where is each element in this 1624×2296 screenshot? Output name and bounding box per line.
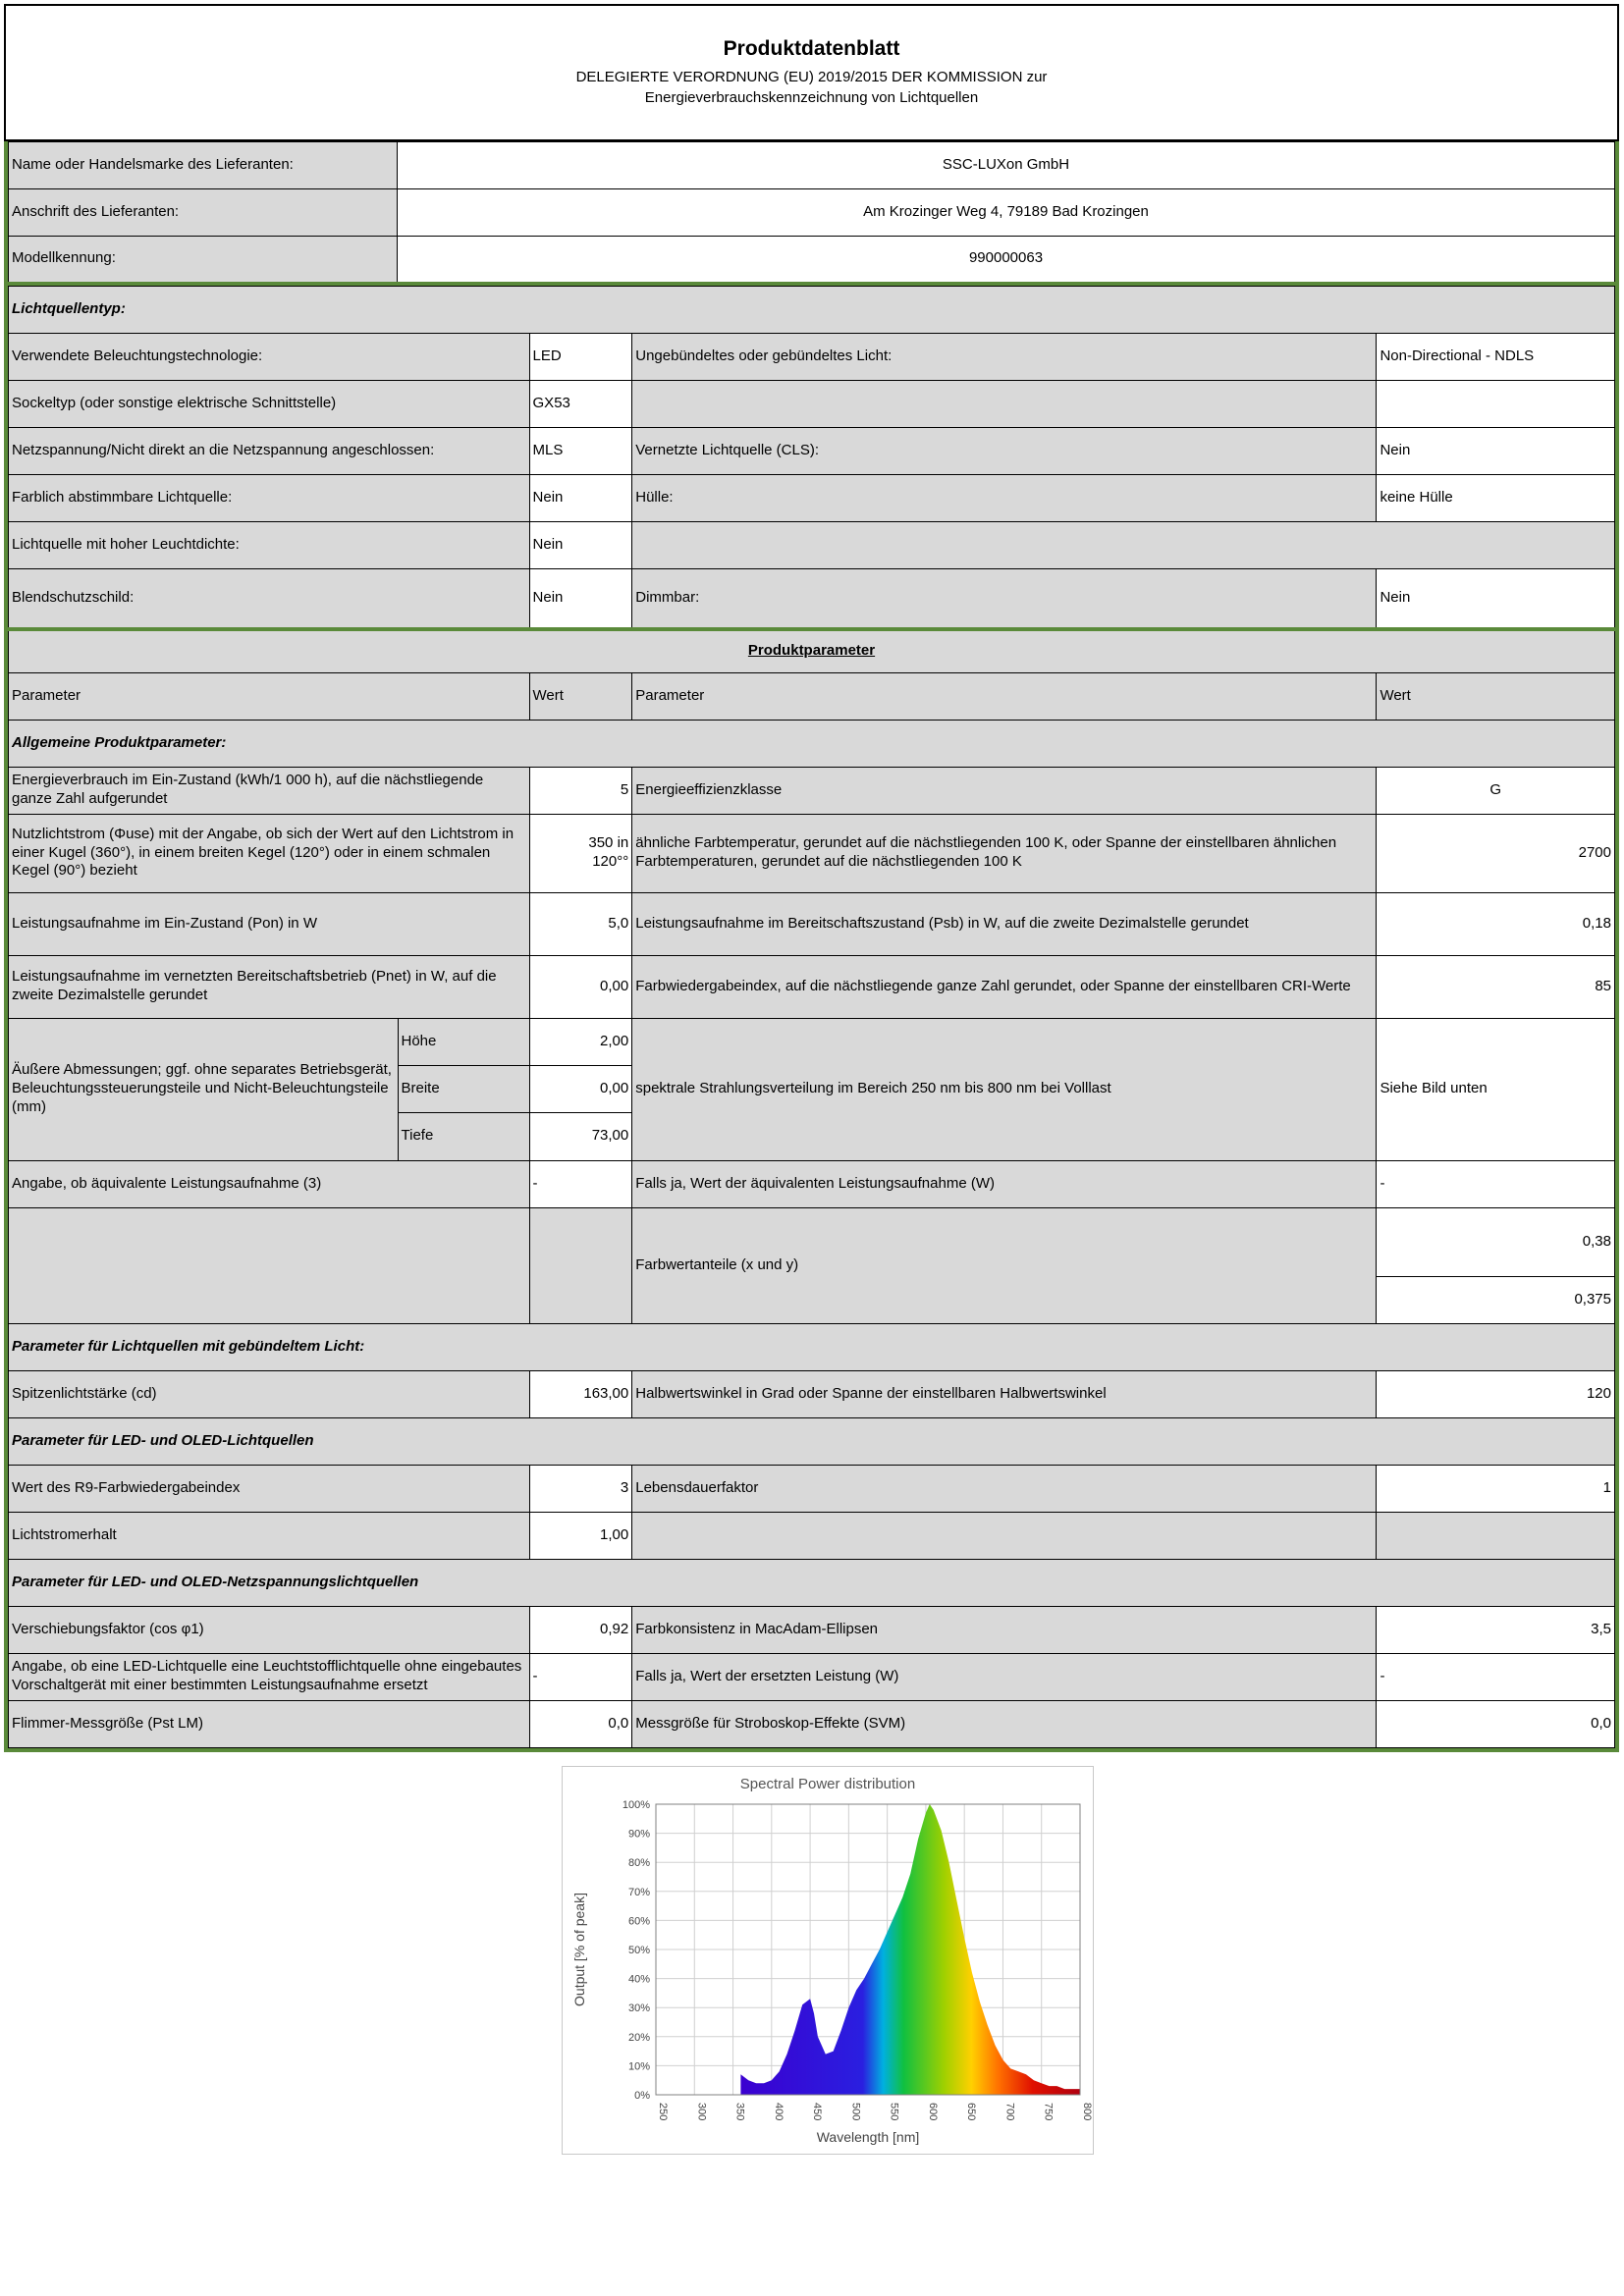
macadam-label: Farbkonsistenz in MacAdam-Ellipsen [632,1606,1377,1653]
y-tick-label: 20% [627,2031,650,2044]
datasheet-table-frame [4,141,1619,1752]
title-box [4,4,1619,141]
flux-value-line2: 120°° [592,853,629,870]
pnet-label: Leistungsaufnahme im vernetzten Bereitschaftsbetrieb (Pnet) in W, auf die zweite Dezimalstelle gerundet [9,955,530,1018]
y-tick-label: 30% [627,2002,650,2015]
col-wert-1: Wert [529,672,632,720]
peak-value: 163,00 [529,1370,632,1417]
supplier-table [8,141,1615,286]
y-tick-label: 100% [622,1799,650,1811]
section-directional: Parameter für Lichtquellen mit gebündeltem Licht: [9,1323,1615,1370]
directional-label: Ungebündeltes oder gebündeltes Licht: [632,333,1377,380]
cls-label: Vernetzte Lichtquelle (CLS): [632,427,1377,474]
envelope-value: keine Hülle [1377,474,1615,521]
spectral-chart-svg [563,1767,1093,2154]
mains-value: MLS [529,427,632,474]
technology-label: Verwendete Beleuchtungstechnologie: [9,333,530,380]
life-value: 1 [1377,1465,1615,1512]
x-tick-label: 300 [695,2103,708,2121]
replace-w-value: - [1377,1653,1615,1700]
section-lichtquellentyp: Lichtquellentyp: [9,286,1615,333]
hld-label: Lichtquelle mit hoher Leuchtdichte: [9,521,530,568]
beam-label: Halbwertswinkel in Grad oder Spanne der einstellbaren Halbwertswinkel [632,1370,1377,1417]
page-subtitle-2: Energieverbrauchskennzeichnung von Lichtquellen [644,89,979,106]
section-general: Allgemeine Produktparameter: [9,720,1615,767]
cri-label: Farbwiedergabeindex, auf die nächstliegende ganze Zahl gerundet, oder Spanne der einstellbaren CRI-Werte [632,955,1377,1018]
height-value: 2,00 [529,1018,632,1065]
glare-label: Blendschutzschild: [9,568,530,629]
page-title: Produktdatenblatt [723,37,900,60]
main-table [8,286,1615,1748]
y-tick-label: 40% [627,1973,650,1986]
maint-empty-label [632,1512,1377,1559]
equiv-label: Angabe, ob äquivalente Leistungsaufnahme (3) [9,1160,530,1207]
supplier-address-label: Anschrift des Lieferanten: [9,189,398,237]
pon-value: 5,0 [529,892,632,955]
height-label: Höhe [398,1019,529,1066]
flux-value [529,814,632,892]
xy-empty-label [9,1207,530,1323]
psb-label: Leistungsaufnahme im Bereitschaftszustand (Psb) in W, auf die zweite Dezimalstelle gerundet [632,892,1377,955]
r9-value: 3 [529,1465,632,1512]
beam-value: 120 [1377,1370,1615,1417]
model-value: 990000063 [398,237,1615,284]
col-parameter-2: Parameter [632,672,1377,720]
pon-label: Leistungsaufnahme im Ein-Zustand (Pon) in W [9,892,530,955]
envelope-label: Hülle: [632,474,1377,521]
model-label: Modellkennung: [9,237,398,284]
y-value: 0,375 [1377,1276,1615,1323]
svm-value: 0,0 [1377,1700,1615,1747]
spectral-chart [562,1766,1094,2155]
y-tick-label: 70% [627,1886,650,1898]
y-tick-label: 90% [627,1828,650,1841]
x-axis-ticks [657,2103,1093,2120]
x-tick-label: 800 [1081,2103,1093,2121]
y-tick-label: 80% [627,1857,650,1870]
eek-value: G [1377,767,1615,814]
socket-empty-value [1377,380,1615,427]
flicker-value: 0,0 [529,1700,632,1747]
maint-label: Lichtstromerhalt [9,1512,530,1559]
xy-empty-value [529,1207,632,1323]
replace-label: Angabe, ob eine LED-Lichtquelle eine Leuchtstofflichtquelle ohne eingebautes Vorschaltgerät mit einer bestimmten Leistungsaufnahme ersetzt [9,1653,530,1700]
energy-value: 5 [529,767,632,814]
replace-w-label: Falls ja, Wert der ersetzten Leistung (W) [632,1653,1377,1700]
depth-value: 73,00 [529,1113,632,1160]
col-parameter-1: Parameter [9,672,530,720]
cls-value: Nein [1377,427,1615,474]
cos-label: Verschiebungsfaktor (cos φ1) [9,1606,530,1653]
y-tick-label: 50% [627,1945,650,1956]
socket-label: Sockeltyp (oder sonstige elektrische Schnittstelle) [9,380,530,427]
x-value: 0,38 [1377,1207,1615,1276]
x-tick-label: 250 [657,2103,669,2121]
dimmable-value: Nein [1377,568,1615,629]
pnet-value: 0,00 [529,955,632,1018]
tunable-value: Nein [529,474,632,521]
spd-value: Siehe Bild unten [1377,1018,1615,1160]
x-tick-label: 700 [1003,2103,1016,2121]
x-tick-label: 350 [733,2103,746,2121]
life-label: Lebensdauerfaktor [632,1465,1377,1512]
mains-label: Netzspannung/Nicht direkt an die Netzspannung angeschlossen: [9,427,530,474]
datasheet [4,4,1619,1752]
page-subtitle-1: DELEGIERTE VERORDNUNG (EU) 2019/2015 DER KOMMISSION zur [575,69,1048,85]
y-tick-label: 10% [627,2060,650,2073]
spd-label: spektrale Strahlungsverteilung im Bereich 250 nm bis 800 nm bei Volllast [632,1018,1377,1160]
section-mains: Parameter für LED- und OLED-Netzspannungslichtquellen [9,1559,1615,1606]
psb-value: 0,18 [1377,892,1615,955]
equiv-w-value: - [1377,1160,1615,1207]
x-axis-label: Wavelength [nm] [816,2129,920,2145]
cct-value: 2700 [1377,814,1615,892]
x-tick-label: 400 [772,2103,785,2121]
macadam-value: 3,5 [1377,1606,1615,1653]
x-tick-label: 500 [849,2103,862,2121]
width-label: Breite [398,1066,529,1113]
glare-value: Nein [529,568,632,629]
peak-label: Spitzenlichtstärke (cd) [9,1370,530,1417]
section-produktparameter: Produktparameter [9,629,1615,672]
directional-value: Non-Directional - NDLS [1377,333,1615,380]
section-led: Parameter für LED- und OLED-Lichtquellen [9,1417,1615,1465]
hld-value: Nein [529,521,632,568]
dimensions-label: Äußere Abmessungen; ggf. ohne separates Betriebsgerät, Beleuchtungssteuerungsteile und Nicht-Beleuchtungsteile (mm) [9,1019,398,1160]
energy-label: Energieverbrauch im Ein-Zustand (kWh/1 000 h), auf die nächstliegende ganze Zahl aufgerundet [9,767,530,814]
tunable-label: Farblich abstimmbare Lichtquelle: [9,474,530,521]
flux-value-line1: 350 in [588,834,629,852]
eek-label: Energieeffizienzklasse [632,767,1377,814]
equiv-value: - [529,1160,632,1207]
maint-empty-value [1377,1512,1615,1559]
supplier-name-label: Name oder Handelsmarke des Lieferanten: [9,142,398,189]
maint-value: 1,00 [529,1512,632,1559]
supplier-address-value: Am Krozinger Weg 4, 79189 Bad Krozingen [398,189,1615,237]
chart-title: Spectral Power distribution [739,1776,916,1792]
cct-label: ähnliche Farbtemperatur, gerundet auf die nächstliegenden 100 K, oder Spanne der einstellbaren ähnlichen Farbtemperaturen, gerundet auf die nächstliegenden 100 K [632,814,1377,892]
col-wert-2: Wert [1377,672,1615,720]
cri-value: 85 [1377,955,1615,1018]
socket-empty-label [632,380,1377,427]
x-tick-label: 450 [811,2103,824,2121]
y-tick-label: 60% [627,1915,650,1928]
r9-label: Wert des R9-Farbwiedergabeindex [9,1465,530,1512]
flicker-label: Flimmer-Messgröße (Pst LM) [9,1700,530,1747]
supplier-name-value: SSC-LUXon GmbH [398,142,1615,189]
hld-empty [632,521,1615,568]
equiv-w-label: Falls ja, Wert der äquivalenten Leistungsaufnahme (W) [632,1160,1377,1207]
dimensions-cell [9,1018,530,1160]
replace-value: - [529,1653,632,1700]
x-tick-label: 650 [965,2103,978,2121]
y-axis-ticks [623,1799,650,2102]
cos-value: 0,92 [529,1606,632,1653]
x-tick-label: 600 [926,2103,939,2121]
dimmable-label: Dimmbar: [632,568,1377,629]
svm-label: Messgröße für Stroboskop-Effekte (SVM) [632,1700,1377,1747]
socket-value: GX53 [529,380,632,427]
width-value: 0,00 [529,1065,632,1112]
x-tick-label: 750 [1042,2103,1055,2121]
y-tick-label: 0% [634,2090,650,2102]
y-axis-label: Output [% of peak] [571,1893,587,2006]
technology-value: LED [529,333,632,380]
depth-label: Tiefe [398,1113,529,1160]
xy-label: Farbwertanteile (x und y) [632,1207,1377,1323]
x-tick-label: 550 [888,2103,900,2121]
flux-label: Nutzlichtstrom (Φuse) mit der Angabe, ob sich der Wert auf den Lichtstrom in einer Kugel (360°), in einem breiten Kegel (120°) oder in einem schmalen Kegel (90°) bezieht [9,814,530,892]
